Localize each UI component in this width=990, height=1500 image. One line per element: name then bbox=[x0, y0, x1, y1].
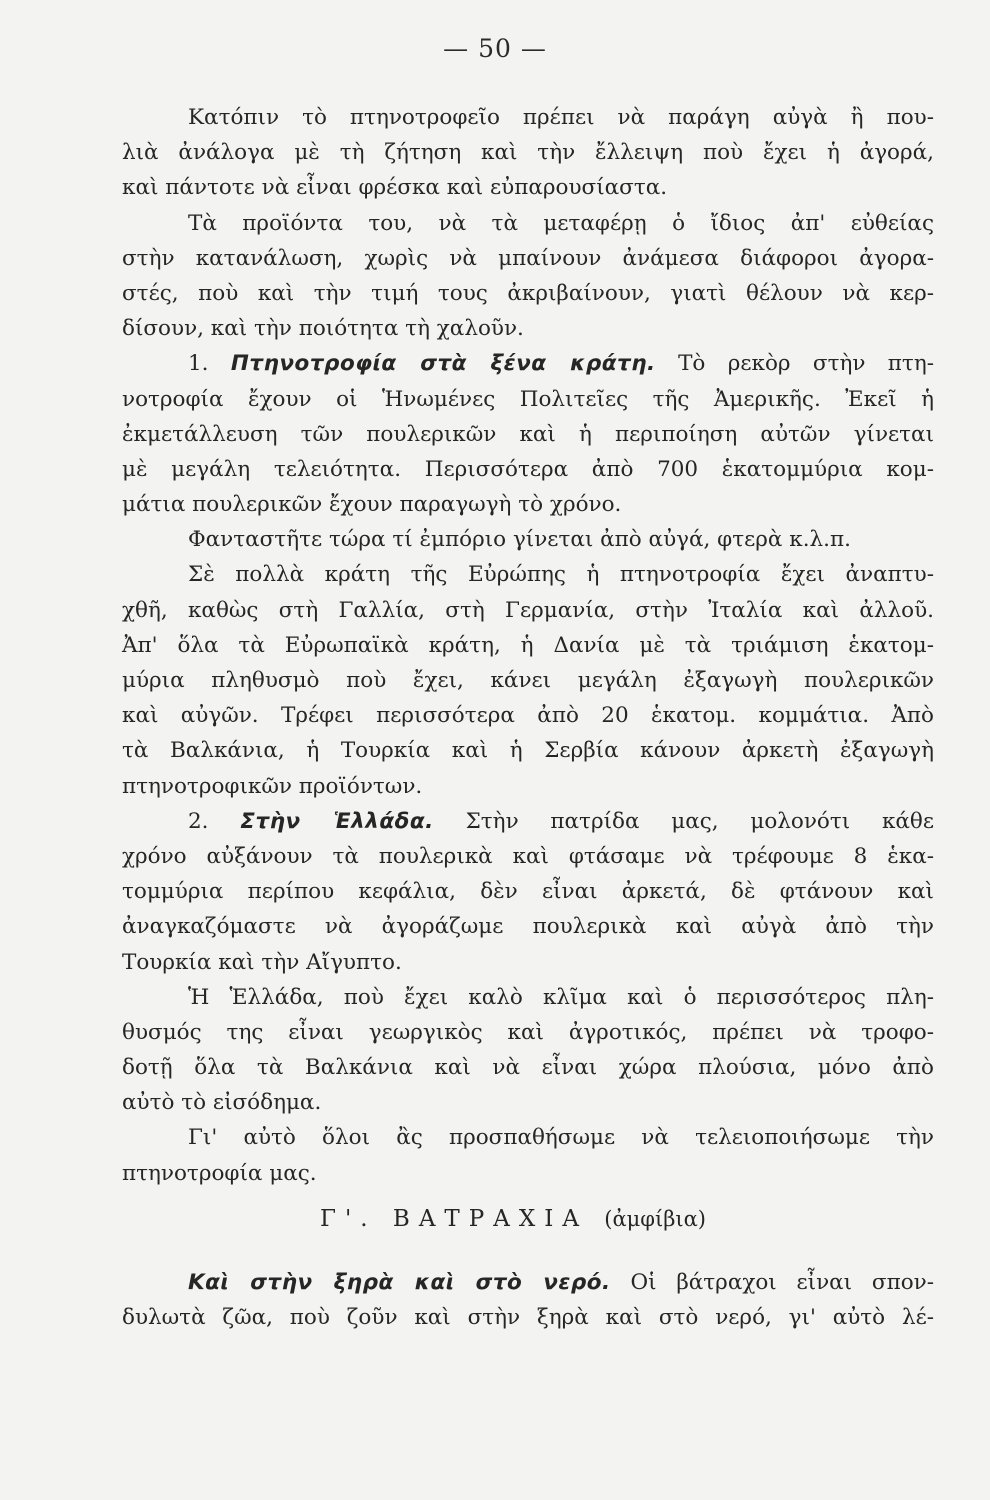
item-number: 2. bbox=[188, 808, 241, 834]
line-text: δυλωτὰ ζῶα, ποὺ ζοῦν καὶ στὴν ξηρὰ καὶ στὸ νερό, γι' αὐτὸ λέ- bbox=[122, 1305, 934, 1330]
inline-heading: Καὶ στὴν ξηρὰ καὶ στὸ νερό. bbox=[188, 1269, 611, 1295]
body-line bbox=[122, 557, 934, 592]
body-line bbox=[122, 945, 934, 980]
line-text: μύρια πληθυσμὸ ποὺ ἔχει, κάνει μεγάλη ἐξαγωγὴ πουλερικῶν bbox=[122, 668, 934, 693]
section-title-text: ΒΑΤΡΑΧΙΑ bbox=[392, 1205, 588, 1232]
line-text: μάτια πουλερικῶν ἔχουν παραγωγὴ τὸ χρόνο. bbox=[122, 492, 622, 518]
inline-heading: Στὴν Ἑλλάδα. bbox=[240, 808, 434, 834]
body-line bbox=[122, 698, 934, 733]
body-line bbox=[122, 733, 934, 768]
line-text: θυσμός της εἶναι γεωργικὸς καὶ ἀγροτικός, πρέπει νὰ τροφο- bbox=[122, 1019, 934, 1045]
section-heading bbox=[122, 1197, 934, 1241]
body-line bbox=[122, 206, 934, 241]
body-line bbox=[122, 839, 934, 874]
body-line bbox=[122, 382, 934, 417]
body-line bbox=[122, 241, 934, 276]
line-text: δοτῇ ὅλα τὰ Βαλκάνια καὶ νὰ εἶναι χώρα πλούσια, μόνο ἀπὸ bbox=[122, 1055, 934, 1081]
page-number: — 50 — bbox=[443, 34, 547, 63]
line-text: ἐκμετάλλευση τῶν πουλερικῶν καὶ ἡ περιποίηση αὐτῶν γίνεται bbox=[122, 421, 934, 447]
body-line bbox=[122, 100, 934, 135]
line-text: ἀναγκαζόμαστε νὰ ἀγοράζωμε πουλερικὰ καὶ αὐγὰ ἀπὸ τὴν bbox=[122, 914, 934, 940]
line-text: Τουρκία καὶ τὴν Αἴγυπτο. bbox=[122, 949, 402, 975]
line-text: στὴν κατανάλωση, χωρὶς νὰ μπαίνουν ἀνάμεσα διάφοροι ἀγορα- bbox=[122, 245, 934, 271]
line-text: αὐτὸ τὸ εἰσόδημα. bbox=[122, 1090, 322, 1116]
line-text: τομμύρια περίπου κεφάλια, δὲν εἶναι ἀρκετά, δὲ φτάνουν καὶ bbox=[122, 879, 934, 905]
body-line bbox=[122, 346, 934, 381]
line-text: στές, ποὺ καὶ τὴν τιμή τους ἀκριβαίνουν, γιατὶ θέλουν νὰ κερ- bbox=[122, 280, 934, 306]
body-line bbox=[122, 1085, 934, 1120]
body-text bbox=[122, 100, 934, 1335]
body-line bbox=[122, 311, 934, 346]
body-line bbox=[122, 663, 934, 698]
line-text: Οἱ βάτραχοι εἶναι σπον- bbox=[610, 1269, 934, 1295]
closing-line bbox=[122, 1265, 934, 1300]
inline-heading: Πτηνοτροφία στὰ ξένα κράτη. bbox=[230, 351, 656, 377]
body-line bbox=[122, 1050, 934, 1085]
section-letter: Γ'. bbox=[320, 1205, 377, 1232]
line-text: Τὸ ρεκὸρ στὴν πτη- bbox=[655, 351, 934, 377]
body-line bbox=[122, 804, 934, 839]
line-text: Στὴν πατρίδα μας, μολονότι κάθε bbox=[433, 808, 934, 834]
body-line bbox=[122, 874, 934, 909]
body-line bbox=[122, 487, 934, 522]
closing-lines bbox=[122, 1265, 934, 1335]
line-text: Τὰ προϊόντα του, νὰ τὰ μεταφέρῃ ὁ ἴδιος ἀπ' εὐθείας bbox=[188, 210, 934, 236]
body-line bbox=[122, 276, 934, 311]
line-text: τὰ Βαλκάνια, ἡ Τουρκία καὶ ἡ Σερβία κάνουν ἀρκετὴ ἐξαγωγὴ bbox=[122, 738, 934, 764]
body-line bbox=[122, 1120, 934, 1155]
line-text: λιὰ ἀνάλογα μὲ τὴ ζήτηση καὶ τὴν ἔλλειψη ποὺ ἔχει ἡ ἀγορά, bbox=[122, 140, 934, 166]
body-line bbox=[122, 522, 934, 557]
line-text: καὶ πάντοτε νὰ εἶναι φρέσκα καὶ εὐπαρουσίαστα. bbox=[122, 175, 668, 201]
line-text: δίσουν, καὶ τὴν ποιότητα τὴ χαλοῦν. bbox=[122, 316, 524, 342]
body-line bbox=[122, 170, 934, 205]
body-line bbox=[122, 628, 934, 663]
line-text: καὶ αὐγῶν. Τρέφει περισσότερα ἀπὸ 20 ἑκατομ. κομμάτια. Ἀπὸ bbox=[122, 703, 934, 729]
body-line bbox=[122, 980, 934, 1015]
line-text: μὲ μεγάλη τελειότητα. Περισσότερα ἀπὸ 700 ἑκατομμύρια κομ- bbox=[122, 456, 934, 482]
line-text: Γι' αὐτὸ ὅλοι ἂς προσπαθήσωμε νὰ τελειοποιήσωμε τὴν bbox=[188, 1125, 934, 1151]
body-line bbox=[122, 1156, 934, 1191]
line-text: χρόνο αὐξάνουν τὰ πουλερικὰ καὶ φτάσαμε νὰ τρέφουμε 8 ἑκα- bbox=[122, 843, 934, 869]
item-number: 1. bbox=[188, 351, 231, 377]
body-line bbox=[122, 909, 934, 944]
line-text: Φανταστῆτε τώρα τί ἐμπόριο γίνεται ἀπὸ αὐγά, φτερὰ κ.λ.π. bbox=[188, 527, 851, 553]
line-text: πτηνοτροφικῶν προϊόντων. bbox=[122, 773, 423, 799]
line-text: χθῆ, καθὼς στὴ Γαλλία, στὴ Γερμανία, στὴν Ἰταλία καὶ ἀλλοῦ. bbox=[122, 597, 934, 623]
body-line bbox=[122, 452, 934, 487]
body-line bbox=[122, 769, 934, 804]
body-line bbox=[122, 417, 934, 452]
line-text: Κατόπιν τὸ πτηνοτροφεῖο πρέπει νὰ παράγη αὐγὰ ἢ που- bbox=[188, 105, 934, 130]
closing-line bbox=[122, 1300, 934, 1335]
line-text: Ἀπ' ὅλα τὰ Εὐρωπαϊκὰ κράτη, ἡ Δανία μὲ τὰ τριάμιση ἑκατομ- bbox=[122, 632, 934, 658]
section-subtitle: (ἀμφίβια) bbox=[604, 1206, 706, 1231]
paragraph-lines bbox=[122, 100, 934, 1191]
body-line bbox=[122, 593, 934, 628]
line-text: Ἡ Ἑλλάδα, ποὺ ἔχει καλὸ κλῖμα καὶ ὁ περισσότερος πλη- bbox=[188, 984, 934, 1010]
line-text: νοτροφία ἔχουν οἱ Ἡνωμένες Πολιτεῖες τῆς Ἀμερικῆς. Ἐκεῖ ἡ bbox=[122, 386, 934, 412]
body-line bbox=[122, 1015, 934, 1050]
line-text: πτηνοτροφία μας. bbox=[122, 1160, 317, 1186]
body-line bbox=[122, 135, 934, 170]
line-text: Σὲ πολλὰ κράτη τῆς Εὐρώπης ἡ πτηνοτροφία ἔχει ἀναπτυ- bbox=[188, 562, 934, 588]
